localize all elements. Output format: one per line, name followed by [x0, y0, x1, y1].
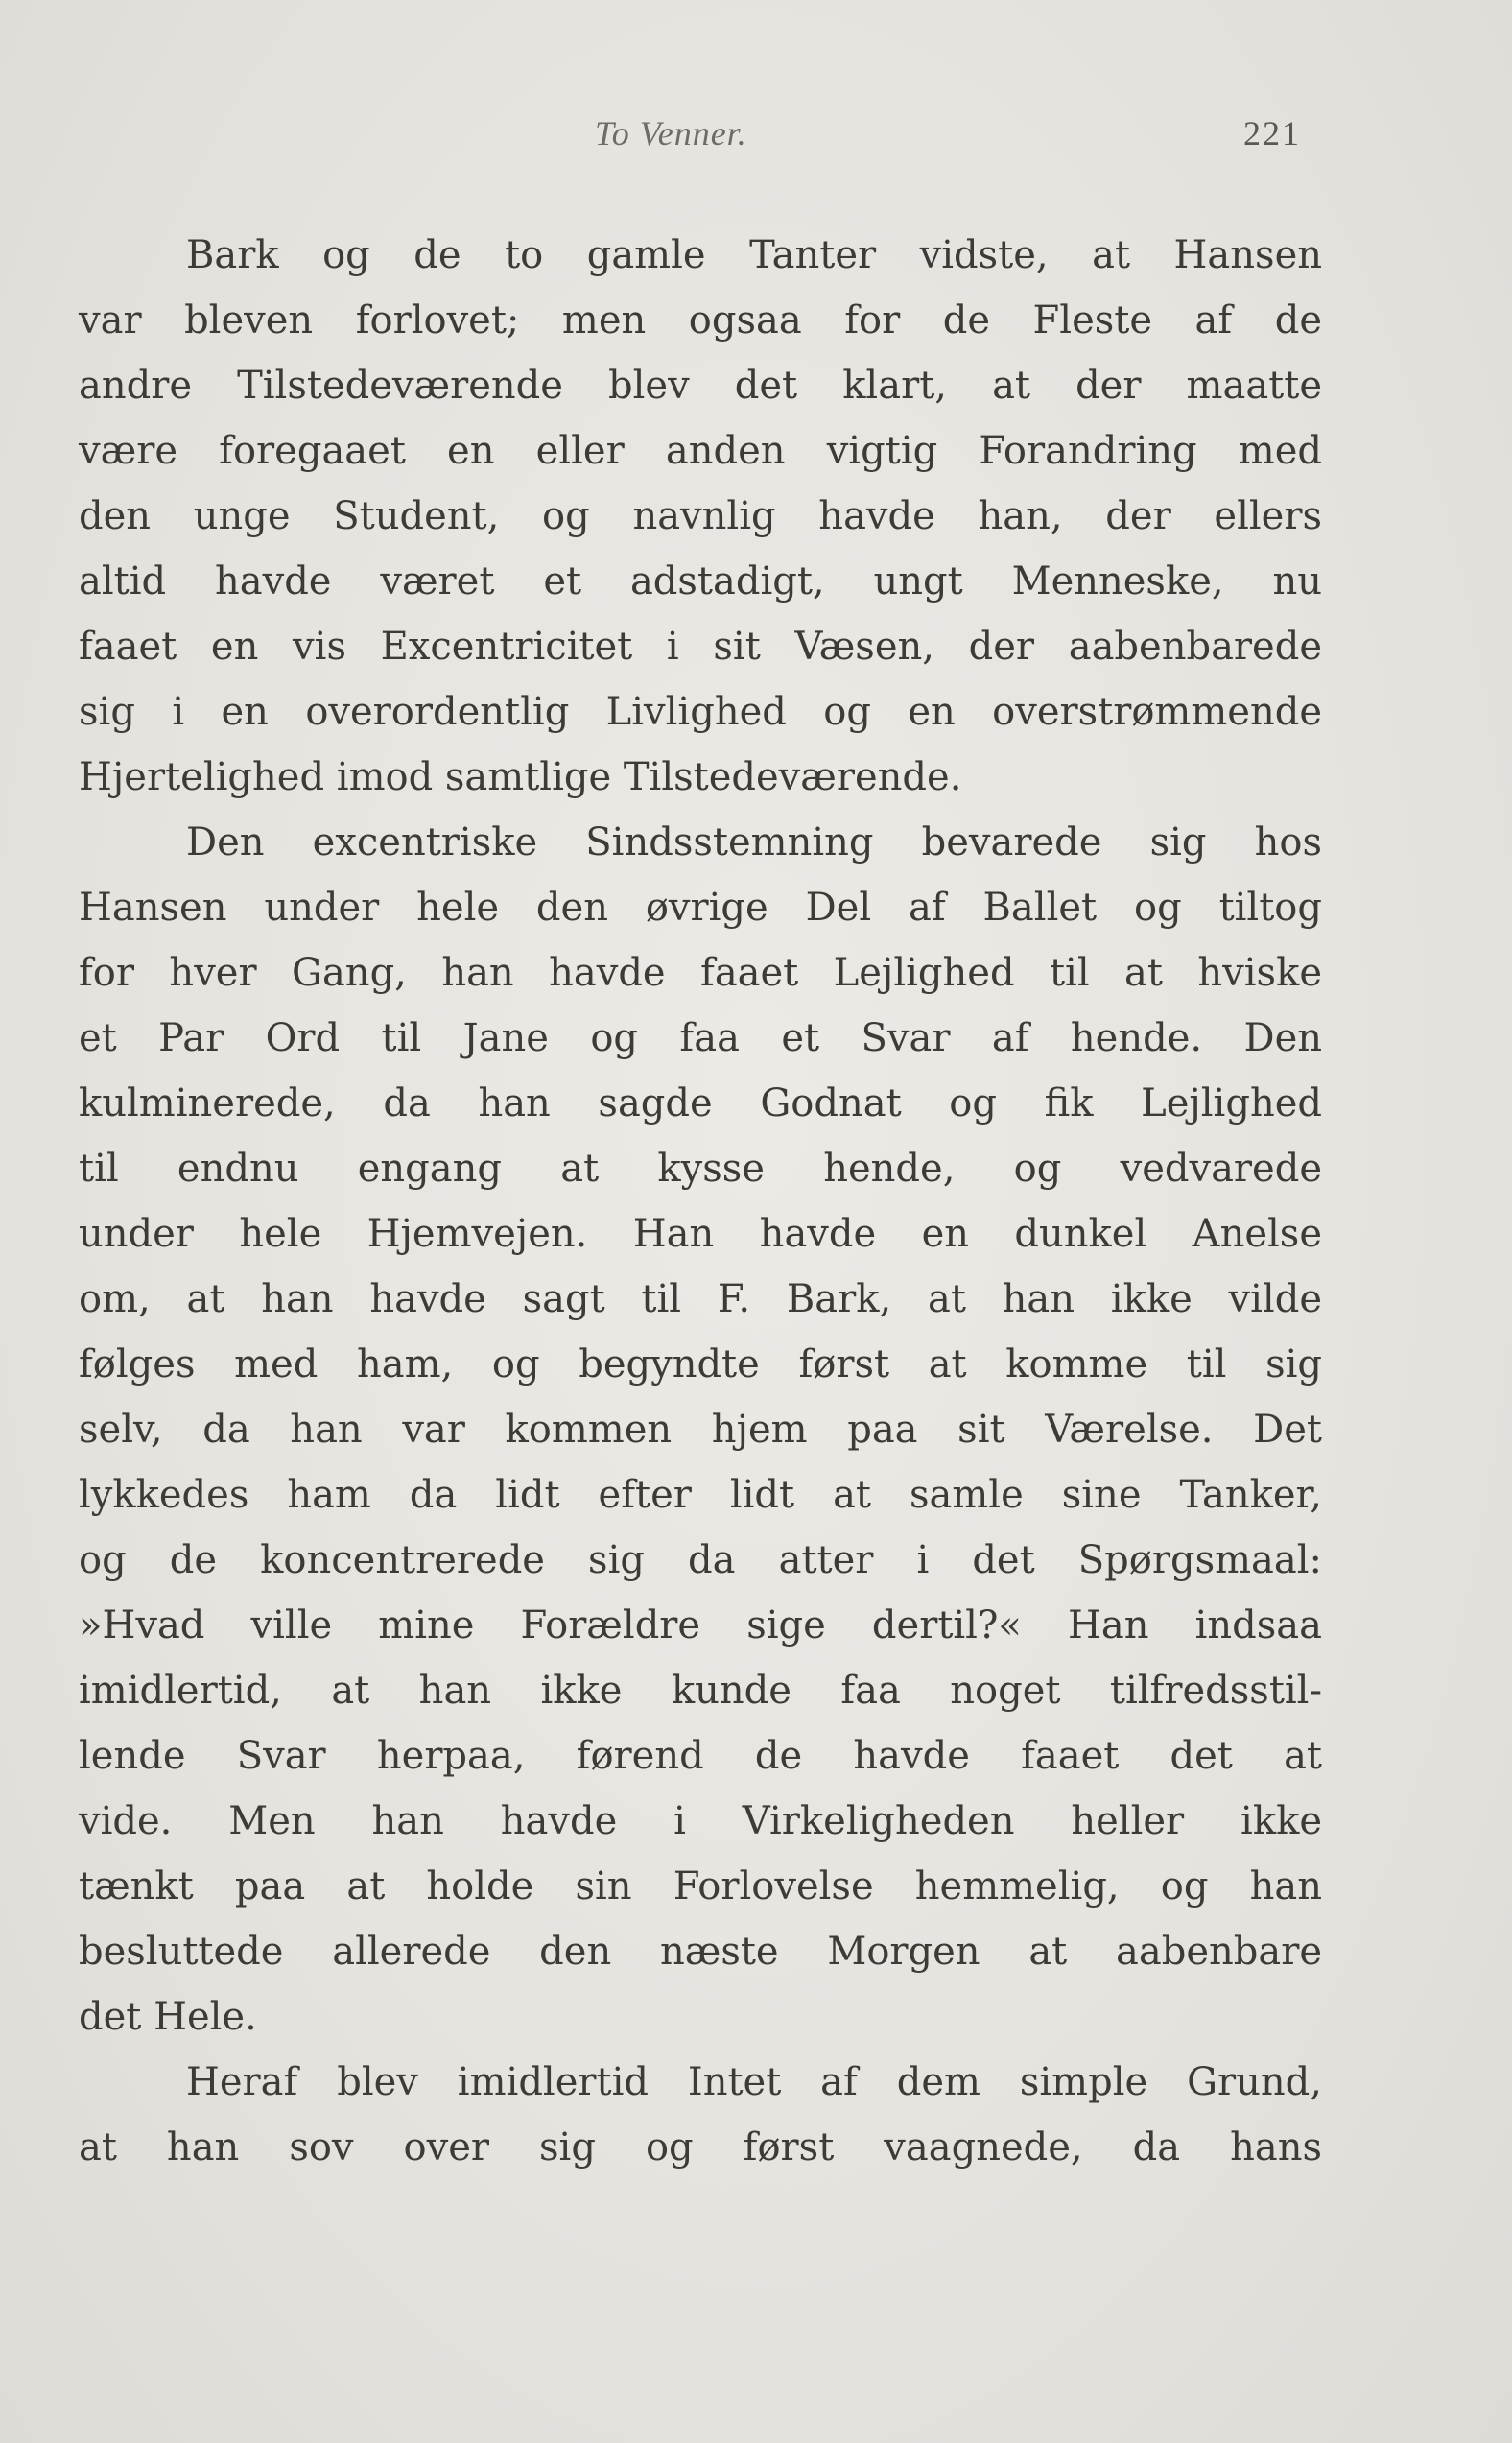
text-line: kulminerede, da han sagde Godnat og fik Lejlighed — [79, 1081, 1322, 1126]
text-line: for hver Gang, han havde faaet Lejlighed til at hviske — [79, 951, 1322, 995]
text-line: lende Svar herpaa, førend de havde faaet det at — [79, 1734, 1322, 1778]
text-line: Den excentriske Sindsstemning bevarede sig hos — [186, 820, 1322, 865]
running-head — [0, 113, 1512, 161]
text-line: og de koncentrerede sig da atter i det Spørgsmaal: — [79, 1538, 1322, 1582]
text-line: sig i en overordentlig Livlighed og en overstrømmende — [79, 690, 1322, 734]
text-line: selv, da han var kommen hjem paa sit Værelse. Det — [79, 1408, 1322, 1452]
text-line: følges med ham, og begyndte først at komme til sig — [79, 1342, 1322, 1387]
running-title: To Venner. — [595, 114, 747, 153]
text-line: under hele Hjemvejen. Han havde en dunkel Anelse — [79, 1212, 1322, 1256]
text-line: tænkt paa at holde sin Forlovelse hemmelig, og han — [79, 1864, 1322, 1909]
text-line: Heraf blev imidlertid Intet af dem simple Grund, — [186, 2060, 1322, 2104]
text-line: Hansen under hele den øvrige Del af Ballet og tiltog — [79, 886, 1322, 930]
text-line: til endnu engang at kysse hende, og vedvarede — [79, 1147, 1322, 1191]
text-line: et Par Ord til Jane og faa et Svar af hende. Den — [79, 1016, 1322, 1060]
text-line: at han sov over sig og først vaagnede, da hans — [79, 2125, 1322, 2170]
text-line: det Hele. — [79, 1995, 257, 2039]
text-line: Bark og de to gamle Tanter vidste, at Hansen — [186, 233, 1322, 277]
text-line: om, at han havde sagt til F. Bark, at han ikke vilde — [79, 1277, 1322, 1321]
text-line: andre Tilstedeværende blev det klart, at der maatte — [79, 364, 1322, 408]
text-line: imidlertid, at han ikke kunde faa noget tilfredsstil- — [79, 1669, 1322, 1713]
text-line: Hjertelighed imod samtlige Tilstedeværende. — [79, 755, 962, 799]
text-line: »Hvad ville mine Forældre sige dertil?« Han indsaa — [79, 1603, 1322, 1648]
text-line: vide. Men han havde i Virkeligheden heller ikke — [79, 1799, 1322, 1843]
body-text — [79, 223, 1322, 2180]
text-line: var bleven forlovet; men ogsaa for de Fleste af de — [79, 298, 1322, 343]
text-line: lykkedes ham da lidt efter lidt at samle sine Tanker, — [79, 1473, 1322, 1517]
page-number: 221 — [1243, 114, 1301, 153]
text-line: altid havde været et adstadigt, ungt Menneske, nu — [79, 559, 1322, 604]
text-line: besluttede allerede den næste Morgen at aabenbare — [79, 1930, 1322, 1974]
text-line: den unge Student, og navnlig havde han, der ellers — [79, 494, 1322, 538]
text-line: faaet en vis Excentricitet i sit Væsen, der aabenbarede — [79, 625, 1322, 669]
text-line: være foregaaet en eller anden vigtig Forandring med — [79, 429, 1322, 473]
